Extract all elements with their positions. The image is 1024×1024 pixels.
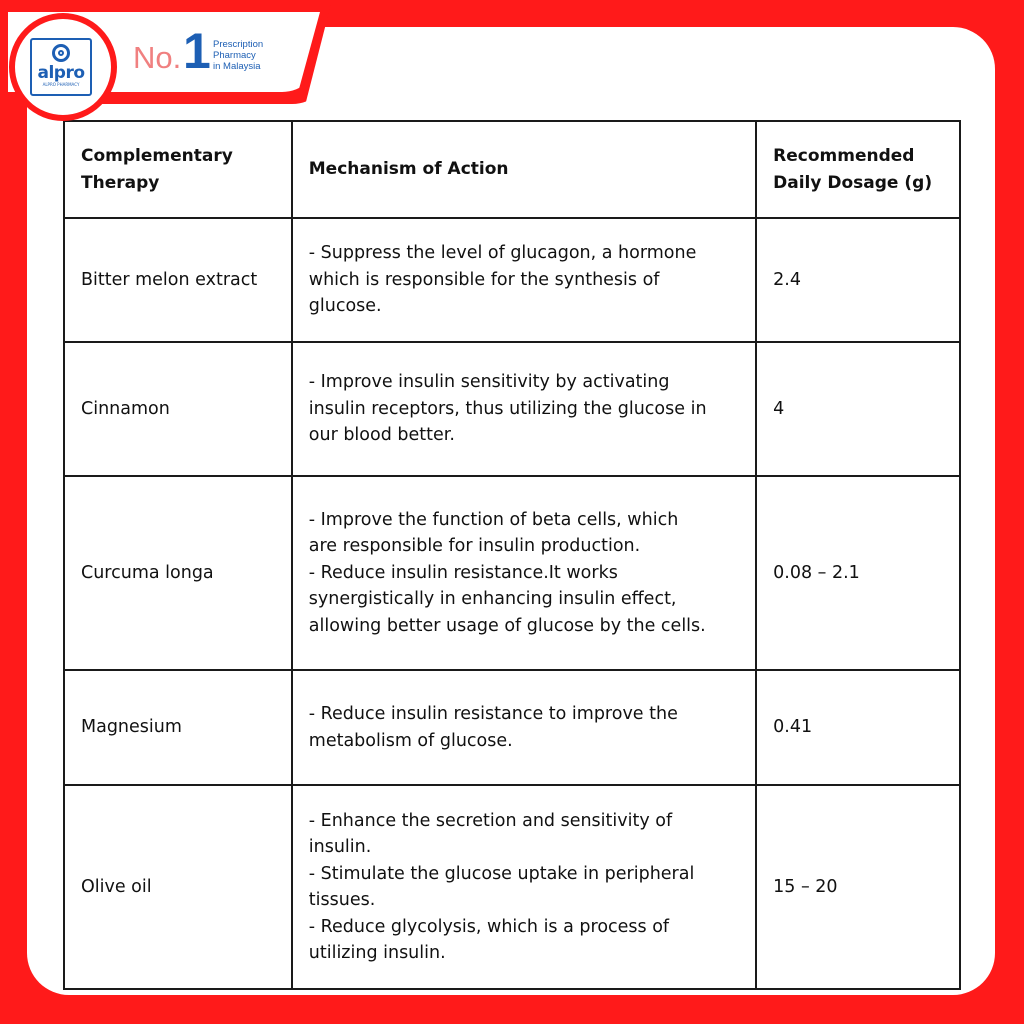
table-row [64, 476, 960, 670]
header-text: Therapy [81, 172, 160, 193]
mechanism-line: allowing better usage of glucose by the cells. [308, 615, 706, 636]
mechanism-line: - Stimulate the glucose uptake in peripheral [308, 863, 695, 884]
header-text: Recommended [773, 146, 915, 166]
mechanism-line: - Improve the function of beta cells, which [308, 509, 679, 530]
mechanism-line: utilizing insulin. [308, 943, 446, 963]
therapy-cell: Olive oil [64, 785, 292, 989]
header-text: Complementary [81, 146, 233, 166]
therapy-cell: Cinnamon [64, 342, 292, 476]
tagline-line: in Malaysia [213, 61, 261, 72]
mechanism-cell [292, 476, 756, 670]
tagline [213, 39, 263, 72]
therapy-table [63, 120, 961, 990]
dosage-cell: 0.08 – 2.1 [756, 476, 960, 670]
logo-subtext: ALPRO PHARMACY [42, 82, 80, 87]
mechanism-line: insulin. [308, 837, 372, 857]
header-mechanism: Mechanism of Action [292, 121, 756, 218]
table-row [64, 670, 960, 785]
number-one: 1 [183, 23, 211, 79]
alpro-logo [30, 38, 92, 96]
tagline-line: Prescription [213, 39, 264, 50]
mechanism-line: - Enhance the secretion and sensitivity of [308, 810, 673, 831]
table-row [64, 342, 960, 476]
mechanism-line: synergistically in enhancing insulin effect, [308, 589, 677, 610]
therapy-cell: Magnesium [64, 670, 292, 785]
brand-badge [0, 0, 335, 125]
header-therapy [64, 121, 292, 218]
dosage-cell: 2.4 [756, 218, 960, 342]
dosage-cell: 15 – 20 [756, 785, 960, 989]
dosage-cell: 0.41 [756, 670, 960, 785]
table-row [64, 218, 960, 342]
mechanism-line: insulin receptors, thus utilizing the glucose in [308, 398, 707, 419]
mechanism-line: - Reduce insulin resistance.It works [308, 562, 618, 583]
logo-text: alpro [37, 63, 85, 83]
therapy-cell: Curcuma longa [64, 476, 292, 670]
table-row [64, 785, 960, 989]
mechanism-line: - Suppress the level of glucagon, a hormone [308, 243, 697, 264]
mechanism-cell [292, 218, 756, 342]
mechanism-cell [292, 670, 756, 785]
table-header-row [64, 121, 960, 218]
mechanism-line: - Reduce insulin resistance to improve the [308, 704, 678, 724]
mechanism-line: glucose. [308, 296, 382, 317]
mechanism-cell [292, 342, 756, 476]
mechanism-line: which is responsible for the synthesis of [308, 269, 660, 290]
no-label: No. [133, 40, 182, 75]
dosage-cell: 4 [756, 342, 960, 476]
header-dosage [756, 121, 960, 218]
mechanism-line: metabolism of glucose. [308, 730, 513, 751]
mechanism-line: - Reduce glycolysis, which is a process of [308, 916, 670, 937]
header-text: Daily Dosage (g) [773, 172, 933, 193]
mechanism-cell [292, 785, 756, 989]
mechanism-line: are responsible for insulin production. [308, 536, 641, 557]
mechanism-line: - Improve insulin sensitivity by activating [308, 372, 670, 393]
tagline-line: Pharmacy [213, 50, 256, 61]
mechanism-line: tissues. [308, 890, 376, 910]
alpro-logo-icon [52, 44, 70, 62]
therapy-cell: Bitter melon extract [64, 218, 292, 342]
mechanism-line: our blood better. [308, 425, 455, 446]
